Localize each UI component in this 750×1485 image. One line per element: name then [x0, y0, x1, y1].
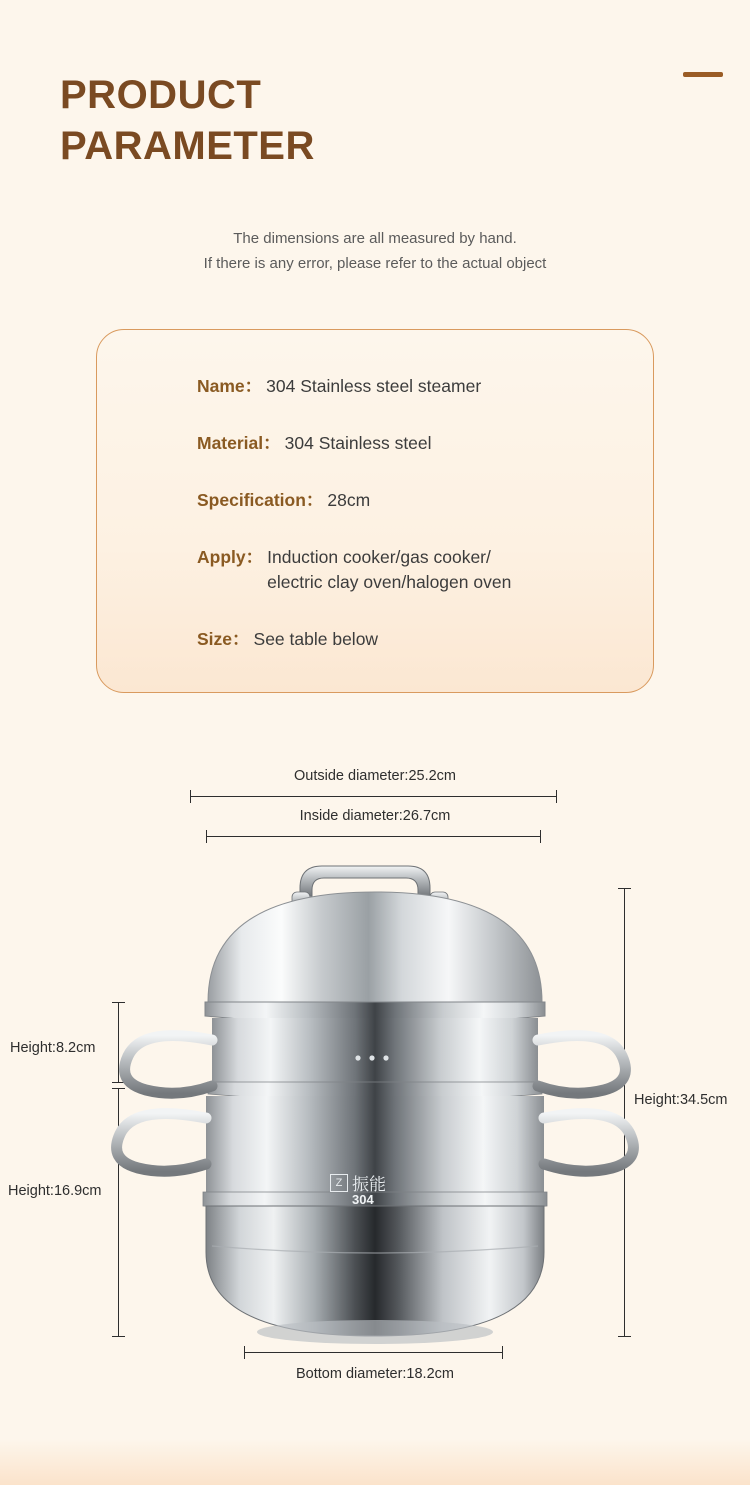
- spec-value-apply-line1: Induction cooker/gas cooker/: [267, 547, 491, 567]
- spec-key-size: Size：: [197, 629, 250, 649]
- subtitle-line1: The dimensions are all measured by hand.: [233, 230, 517, 247]
- brand-logo-icon: Z: [330, 1174, 348, 1192]
- steamer-pot-illustration: [0, 740, 750, 1430]
- bottom-height-label: Height:16.9cm: [8, 1183, 102, 1199]
- spec-value-material: 304 Stainless steel: [284, 433, 432, 453]
- outside-diameter-label: Outside diameter:25.2cm: [294, 768, 456, 784]
- spec-card: [96, 329, 654, 693]
- subtitle: [0, 226, 750, 276]
- brand-name: 振能: [352, 1175, 386, 1195]
- bottom-diameter-label: Bottom diameter:18.2cm: [296, 1366, 454, 1382]
- dash-icon: [683, 72, 723, 77]
- spec-list: [197, 374, 623, 652]
- spec-value-apply: [267, 545, 511, 595]
- spec-key-apply: Apply：: [197, 547, 264, 567]
- inside-diameter-label: Inside diameter:26.7cm: [299, 808, 451, 824]
- spec-row: [197, 488, 623, 513]
- top-height-label: Height:8.2cm: [10, 1040, 96, 1056]
- brand-grade-label: 304: [352, 1192, 374, 1207]
- page-title-line2: PARAMETER: [60, 124, 315, 169]
- total-height-label: Height:34.5cm: [634, 1092, 728, 1108]
- spec-value-apply-line2: electric clay oven/halogen oven: [267, 572, 512, 592]
- page-title-line1: PRODUCT: [60, 73, 262, 117]
- spec-row: [197, 545, 623, 595]
- spec-row: [197, 374, 623, 399]
- spec-value-name: 304 Stainless steel steamer: [266, 376, 482, 396]
- product-dimension-diagram: [0, 740, 750, 1430]
- spec-row: [197, 431, 623, 456]
- bottom-gradient-strip: [0, 1439, 750, 1485]
- spec-value-size: See table below: [253, 629, 379, 649]
- spec-key-specification: Specification：: [197, 490, 324, 510]
- page-header: [60, 70, 680, 172]
- spec-value-specification: 28cm: [327, 490, 371, 510]
- page-title: [60, 70, 680, 172]
- subtitle-line2: If there is any error, please refer to the actual object: [203, 255, 547, 272]
- spec-key-material: Material：: [197, 433, 281, 453]
- spec-row: [197, 627, 623, 652]
- spec-key-name: Name：: [197, 376, 263, 396]
